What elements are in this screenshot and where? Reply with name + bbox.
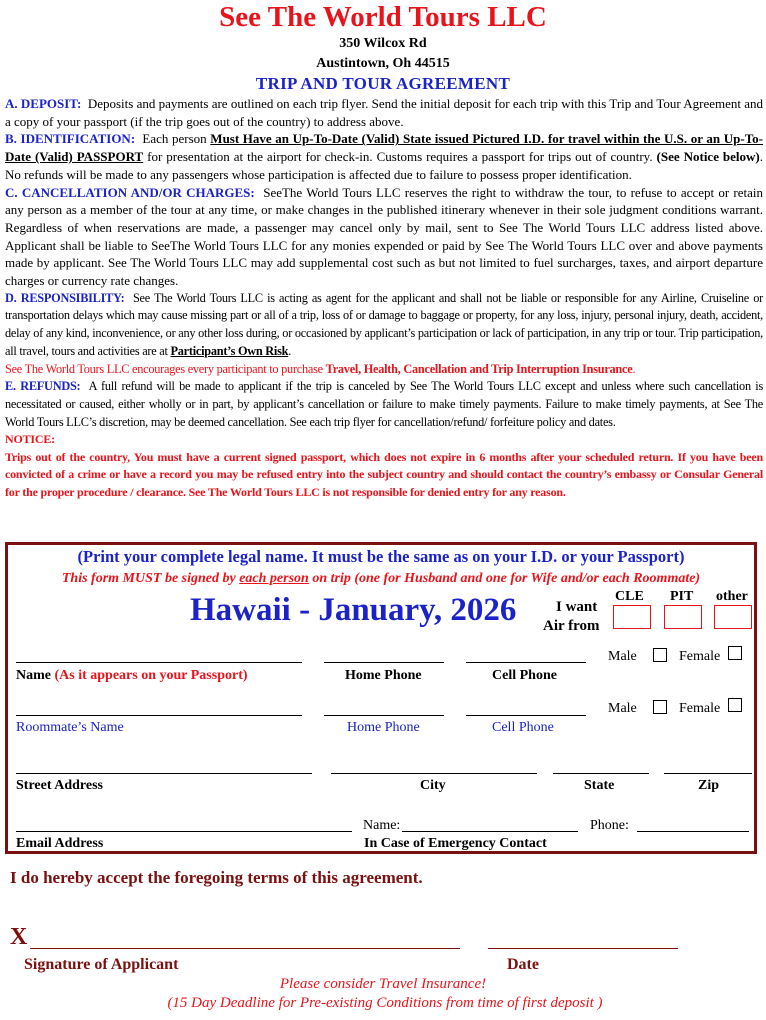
airport-box-other[interactable]	[714, 605, 752, 629]
identification-text-2: for presentation at the airport for check-in. Customs requires a passport for trips out of country.	[147, 149, 653, 165]
male-checkbox[interactable]	[653, 648, 667, 662]
identification-text-3: . No refunds will be made to any passengers whose participation is affected due to failure to possess proper identification.	[5, 149, 764, 182]
sign-instruction-pre: This form MUST be signed by	[61, 571, 236, 586]
identification-requirement: Must Have an Up-To-Date (Valid) State issued Pictured I.D. for travel within the U.S. or an Up-To-Date (Valid) PASSPORT	[5, 131, 764, 165]
roommate-cell-phone-input-line[interactable]	[466, 715, 586, 716]
deposit-heading: A. DEPOSIT:	[5, 96, 82, 111]
sign-instruction-post: on trip (one for Husband and one for Wife and/or each Roommate)	[312, 571, 701, 586]
emergency-name-label: Name:	[363, 818, 401, 833]
registration-form	[5, 542, 757, 854]
airport-label-cle: CLE	[615, 589, 644, 604]
signature-x-mark: X	[10, 924, 28, 950]
emergency-name-input-line[interactable]	[402, 831, 578, 832]
signature-label: Signature of Applicant	[24, 956, 179, 973]
zip-input-line[interactable]	[664, 773, 752, 774]
street-address-input-line[interactable]	[16, 773, 312, 774]
date-label: Date	[507, 956, 539, 973]
signature-input-line[interactable]	[30, 948, 460, 949]
emergency-contact-label: In Case of Emergency Contact	[364, 836, 547, 851]
address-city: Austintown, Oh 44515	[316, 56, 450, 71]
state-input-line[interactable]	[553, 773, 649, 774]
airport-label-other: other	[716, 589, 748, 604]
name-label-text: Name	[16, 668, 51, 683]
responsibility-end: .	[288, 343, 292, 358]
cancellation-text: SeeThe World Tours LLC reserves the right to withdraw the tour, to refuse to accept or retain any person as a member of the tour at any time, or make changes in the published itinerary whenever in their sole judgment conditions warrant. Regardless of when reservations are made, a passenger may cancel only by mail, sent to See The World Tours LLC address listed above. Applicant shall be liable to SeeThe World Tours LLC for any monies expended or paid by See The World Tours LLC over and above payments made by applicant. See The World Tours LLC may add supplemental cost such as but not limited to fuel surcharges, taxes, and airport departure charges or currency rate changes.	[5, 184, 763, 289]
airport-label-pit: PIT	[670, 589, 694, 604]
cancellation-heading: C. CANCELLATION AND/OR CHARGES:	[5, 184, 255, 200]
emergency-phone-label: Phone:	[590, 818, 629, 833]
refunds-text: A full refund will be made to applicant if the trip is canceled by See The World Tours LLC except and unless where such cancellation is necessitated or caused, either wholly or in part, by applicant’s cancellation or failure to make timely payments. Failure to make timely payments, at See The World Tours LLC’s discretion, may be deemed cancellation. See each trip flyer for cancellation/refund/ forfeiture policy and dates.	[5, 379, 763, 429]
roommate-female-label: Female	[679, 701, 721, 716]
email-input-line[interactable]	[16, 831, 352, 832]
notice-text: Trips out of the country, You must have a current signed passport, which does not expire in 6 months after your scheduled return. If you have been convicted of a crime or have a record you may be refused entry into the subject country and should contact the country’s embassy or Consular General for the proper procedure / clearance. See The World Tours LLC is not responsible for denied entry for any reason.	[5, 449, 763, 499]
refunds-heading: E. REFUNDS:	[5, 379, 81, 394]
insurance-plea: Please consider Travel Insurance!	[279, 976, 487, 992]
street-address-label: Street Address	[16, 778, 103, 793]
terms-section	[5, 95, 763, 501]
agreement-title: TRIP AND TOUR AGREEMENT	[255, 74, 511, 93]
notice-paragraph	[5, 431, 763, 501]
air-from-label-2: Air from	[543, 618, 600, 634]
male-label: Male	[608, 649, 637, 664]
acceptance-statement: I do hereby accept the foregoing terms of this agreement.	[10, 868, 423, 887]
print-instruction: (Print your complete legal name. It must be the same as on your I.D. or your Passport)	[77, 547, 685, 566]
responsibility-paragraph	[5, 290, 763, 361]
insurance-paragraph	[5, 361, 763, 379]
emergency-phone-input-line[interactable]	[637, 831, 749, 832]
roommate-male-checkbox[interactable]	[653, 700, 667, 714]
identification-paragraph	[5, 130, 763, 183]
airport-box-pit[interactable]	[664, 605, 702, 629]
identification-text-1: Each person	[142, 131, 207, 147]
female-checkbox[interactable]	[728, 646, 742, 660]
sign-instruction-each-person: each person	[239, 571, 309, 586]
roommate-male-label: Male	[608, 701, 637, 716]
home-phone-label: Home Phone	[345, 668, 422, 683]
roommate-female-checkbox[interactable]	[728, 698, 742, 712]
airport-box-cle[interactable]	[613, 605, 651, 629]
address-street: 350 Wilcox Rd	[339, 36, 427, 51]
name-note: (As it appears on your Passport)	[54, 668, 248, 683]
date-input-line[interactable]	[488, 948, 678, 949]
state-label: State	[584, 778, 615, 793]
insurance-types: Travel, Health, Cancellation and Trip Interruption Insurance	[325, 361, 633, 376]
insurance-text: See The World Tours LLC encourages every participant to purchase	[5, 361, 323, 376]
roommate-cell-phone-label: Cell Phone	[492, 720, 554, 735]
notice-heading: NOTICE:	[5, 432, 55, 447]
deposit-paragraph	[5, 95, 763, 130]
responsibility-heading: D. RESPONSIBILITY:	[5, 290, 125, 305]
sign-instruction	[8, 571, 754, 587]
cancellation-paragraph	[5, 184, 763, 290]
city-input-line[interactable]	[331, 773, 537, 774]
roommate-home-phone-input-line[interactable]	[324, 715, 444, 716]
cell-phone-input-line[interactable]	[466, 662, 586, 663]
female-label: Female	[679, 649, 721, 664]
deposit-text: Deposits and payments are outlined on each trip flyer. Send the initial deposit for each trip with this Trip and Tour Agreement and a copy of your passport (if the trip goes out of the country) to address above.	[5, 96, 763, 129]
zip-label: Zip	[698, 778, 720, 793]
home-phone-input-line[interactable]	[324, 662, 444, 663]
cell-phone-label: Cell Phone	[492, 668, 557, 683]
roommate-home-phone-label: Home Phone	[347, 720, 420, 735]
preexisting-deadline: (15 Day Deadline for Pre-existing Conditions from time of first deposit )	[167, 995, 603, 1011]
responsibility-own-risk: Participant’s Own Risk	[170, 343, 289, 358]
responsibility-text: See The World Tours LLC is acting as agent for the applicant and shall not be liable or responsible for any Airline, Cruiseline or transportation delays which may cause missing part or all of a trip, loss of or damage to baggage or property, for any loss, injury, personal injury, death, accident, delay of any kind, inconvenience, or any other loss during, or occasioned by applicant’s participation or lack of participation, in any trip or tour. Trip participation, all travel, tours and activities are at	[5, 290, 763, 358]
email-address-label: Email Address	[16, 836, 104, 851]
city-label: City	[420, 778, 446, 793]
identification-see-notice: (See Notice below)	[656, 149, 760, 165]
name-label	[16, 668, 248, 684]
refunds-paragraph	[5, 378, 763, 431]
trip-title: Hawaii - January, 2026	[190, 592, 517, 628]
name-input-line[interactable]	[16, 662, 302, 663]
insurance-end: .	[632, 361, 636, 376]
roommate-name-label: Roommate’s Name	[16, 720, 124, 735]
roommate-name-input-line[interactable]	[16, 715, 302, 716]
identification-heading: B. IDENTIFICATION:	[5, 131, 136, 147]
air-from-label-1: I want	[556, 599, 598, 615]
company-name: See The World Tours LLC	[219, 1, 547, 33]
